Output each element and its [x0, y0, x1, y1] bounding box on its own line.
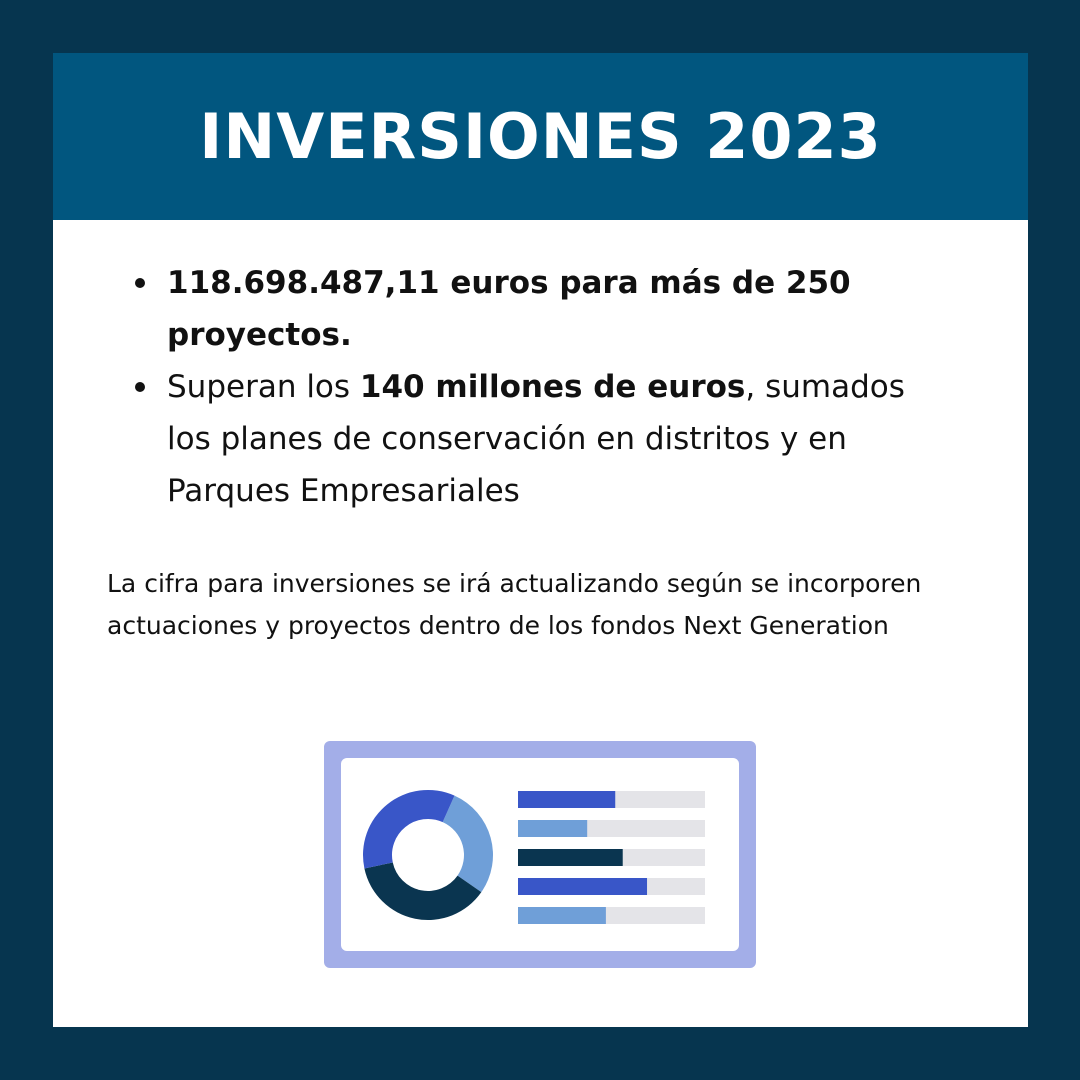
bar-fill [518, 907, 606, 924]
footnote-text: La cifra para inversiones se irá actualizando según se incorporen actuaciones y proyectos dentro de los fondos Next Generation [107, 569, 922, 640]
bullet-bold-text: 140 millones de euros [359, 369, 746, 405]
bullet-text-before: Superan los [167, 369, 360, 405]
bullet-item [133, 257, 953, 361]
bullet-list [133, 257, 953, 517]
bar-fill [518, 820, 587, 837]
info-card [53, 53, 1028, 1027]
bullet-dot-icon [135, 278, 145, 288]
bullet-bold-text: 118.698.487,11 euros para más de 250 proyectos. [167, 265, 851, 353]
page-title: INVERSIONES 2023 [199, 100, 882, 173]
bullet-text-after: , sumados los planes de conservación en distritos y en Parques Empresariales [167, 369, 905, 509]
bullet-item [133, 361, 953, 517]
bar-fill [518, 878, 647, 895]
bar-fill [518, 791, 615, 808]
bullet-dot-icon [135, 382, 145, 392]
bar-fill [518, 849, 623, 866]
header-banner [53, 53, 1028, 220]
dashboard-chart-icon [324, 741, 756, 968]
